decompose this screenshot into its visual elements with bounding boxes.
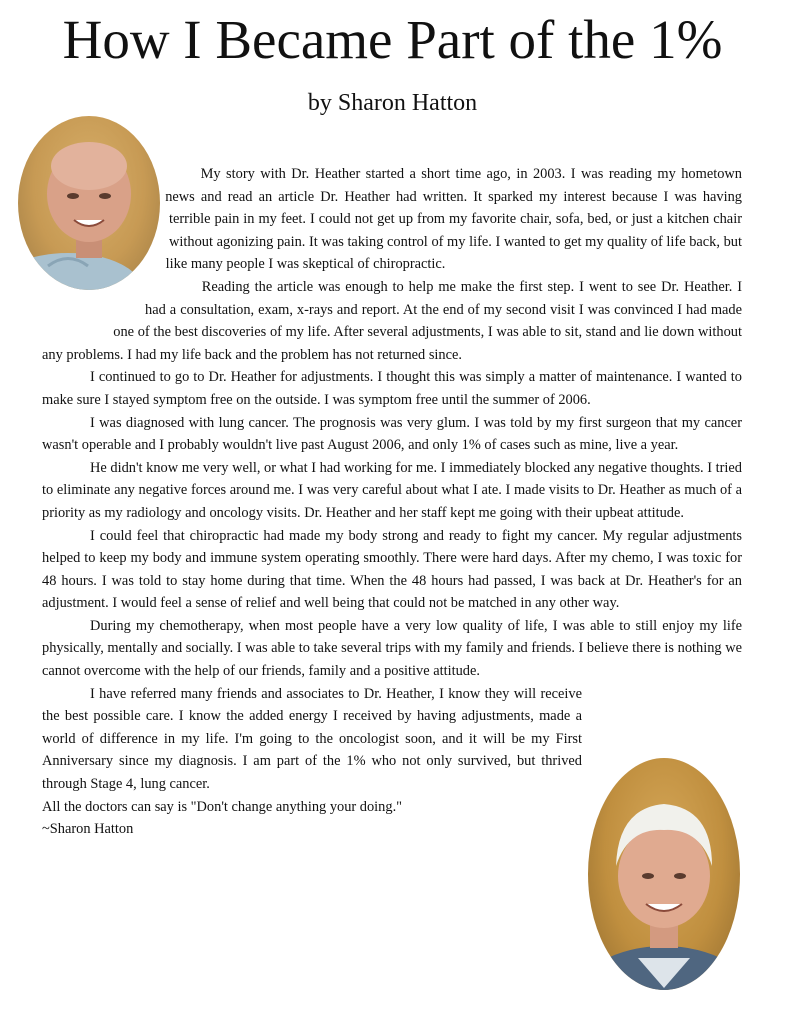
photo-wrap-space bbox=[42, 163, 169, 300]
paragraph-8: I have referred many friends and associates to Dr. Heather, I know they will receive the best possible care. I know the added energy I received by having adjustments, made a world of difference in my life. I'm going to the oncologist soon, and it will be my First Anniversary since my diagnosis. I am part of the 1% who not only survived, but thrived through Stage 4, lung cancer. bbox=[42, 685, 582, 793]
paragraph-7: During my chemotherapy, when most people have a very low quality of life, I was able to still enjoy my life physically, mentally and socially. I was able to take several trips with my family and friends. I believe there is nothing we cannot overcome with the help of our friends, family and a positive attitude. bbox=[42, 617, 742, 680]
paragraph-6: I could feel that chiropractic had made my body strong and ready to fight my cancer. My regular adjustments helped to keep my body and immune system operating smoothly. There were hard days. After my chemo, I was toxic for 48 hours. I was told to stay home during that time. When the 48 hours had passed, I was back at Dr. Heather's for an adjustment. I would feel a sense of relief and well being that could not be matched in any other way. bbox=[42, 527, 742, 612]
paragraph-4: I was diagnosed with lung cancer. The prognosis was very glum. I was told by my first surgeon that my cancer wasn't operable and I probably wouldn't live past August 2006, and only 1% of cases such as mine, live a year. bbox=[42, 414, 742, 454]
paragraph-1: My story with Dr. Heather started a short time ago, in 2003. I was reading my hometown news and read an article Dr. Heather had written. It sparked my interest because I was having terrible pain in my feet. I could not get up from my favorite chair, sofa, bed, or just a kitchen chair without agonizing pain. It was taking control of my life. I wanted to get my quality of life back, but like many people I was skeptical of chiropractic. bbox=[165, 166, 742, 273]
closing-quote: All the doctors can say is "Don't change anything your doing." bbox=[42, 798, 403, 815]
byline: by Sharon Hatton bbox=[307, 90, 478, 116]
paragraph-2: Reading the article was enough to help me make the first step. I went to see Dr. Heather. I had a consultation, exam, x-rays and report. At the end of my second visit I was convinced I had made one of the best discoveries of my life. After several adjustments, I was able to sit, stand and lie down without any problems. I had my life back and the problem has not returned since. bbox=[42, 278, 742, 363]
article-body bbox=[42, 163, 742, 939]
page-title: How I Became Part of the 1% bbox=[62, 9, 723, 70]
signature: ~Sharon Hatton bbox=[42, 821, 134, 838]
paragraph-3: I continued to go to Dr. Heather for adjustments. I thought this was simply a matter of maintenance. I wanted to make sure I stayed symptom free on the outside. I was symptom free until the summer of 2006. bbox=[42, 369, 742, 408]
photo-wrap-space-right bbox=[582, 709, 742, 939]
paragraph-5: He didn't know me very well, or what I had working for me. I immediately blocked any negative thoughts. I tried to eliminate any negative forces around me. I was very careful about what I ate. I made visits to Dr. Heather as much of a priority as my radiology and oncology visits. Dr. Heather and her staff kept me going with their upbeat attitude. bbox=[42, 459, 742, 521]
photo-wrap-space-step bbox=[42, 300, 145, 322]
